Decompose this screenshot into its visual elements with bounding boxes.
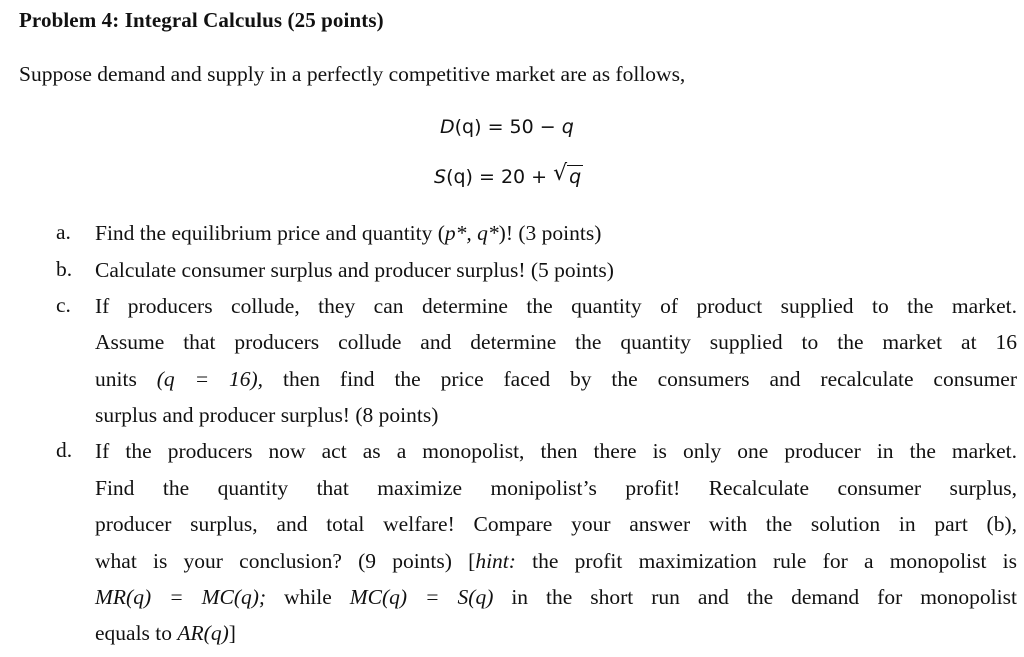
item-c-line-3-post: then find the price faced by the consumers and recalculate consumer xyxy=(282,367,1018,391)
supply-equation-body: (q) = 20 + xyxy=(446,166,554,188)
item-d-line-5-mid: while xyxy=(266,585,350,609)
demand-equation xyxy=(440,116,574,138)
item-c-letter: c. xyxy=(56,293,71,317)
demand-function-name: D xyxy=(440,116,455,138)
item-d-line-5 xyxy=(95,584,1017,610)
item-d-line-1: If the producers now act as a monopolist, then there is only one producer in the market. xyxy=(95,439,1017,463)
supply-radicand: q xyxy=(569,166,582,188)
item-a-letter: a. xyxy=(56,220,71,244)
item-c-line-3 xyxy=(95,366,1017,392)
item-d-line-6-post: ] xyxy=(228,621,236,645)
item-a-text-post: )! (3 points) xyxy=(498,221,602,245)
intro-text: Suppose demand and supply in a perfectly competitive market are as follows, xyxy=(19,62,686,86)
item-d-line-4-post: the profit maximization rule for a monopolist is xyxy=(515,549,1018,573)
item-d-line-5-post: in the short run and the demand for monopolist xyxy=(493,585,1017,609)
item-c-line-1: If producers collude, they can determine the quantity of product supplied to the market. xyxy=(95,294,1017,318)
item-a-text-pre: Find the equilibrium price and quantity ( xyxy=(95,221,445,245)
item-c-line-2: Assume that producers collude and determine the quantity supplied to the market at 16 xyxy=(95,330,1017,354)
item-d-math-mr-mc: MR(q) = MC(q); xyxy=(95,585,267,609)
item-d-hint-label: hint: xyxy=(475,549,516,573)
item-d-math-mc-s: MC(q) = S(q) xyxy=(349,585,494,609)
demand-equation-body: (q) = 50 − xyxy=(454,116,562,138)
item-d-letter: d. xyxy=(56,438,73,462)
item-b-letter: b. xyxy=(56,257,73,281)
item-d-line-3: producer surplus, and total welfare! Compare your answer with the solution in part (b), xyxy=(95,512,1017,536)
item-c-line-4: surplus and producer surplus! (8 points) xyxy=(95,403,439,427)
item-d-line-6 xyxy=(95,620,1017,646)
square-root-symbol xyxy=(553,161,583,188)
demand-variable: q xyxy=(561,116,574,138)
problem-title: Problem 4: Integral Calculus (25 points) xyxy=(19,8,384,32)
item-d-line-6-pre: equals to xyxy=(95,621,178,645)
item-c-line-3-pre: units xyxy=(95,367,137,391)
supply-function-name: S xyxy=(434,166,447,188)
item-d-math-ar: AR(q) xyxy=(177,621,229,645)
radical-sign-icon: √ xyxy=(553,161,568,186)
item-b-line-1: Calculate consumer surplus and producer surplus! (5 points) xyxy=(95,258,614,282)
item-d-line-4 xyxy=(95,548,1017,574)
item-a-math: p*, q* xyxy=(444,221,499,245)
item-a-line-1 xyxy=(95,220,1017,246)
supply-equation xyxy=(434,161,583,188)
item-c-line-3-math: (q = 16), xyxy=(156,367,264,391)
item-d-line-4-pre: what is your conclusion? (9 points) [ xyxy=(95,549,476,573)
item-d-line-2: Find the quantity that maximize monipolist’s profit! Recalculate consumer surplus, xyxy=(95,476,1017,500)
